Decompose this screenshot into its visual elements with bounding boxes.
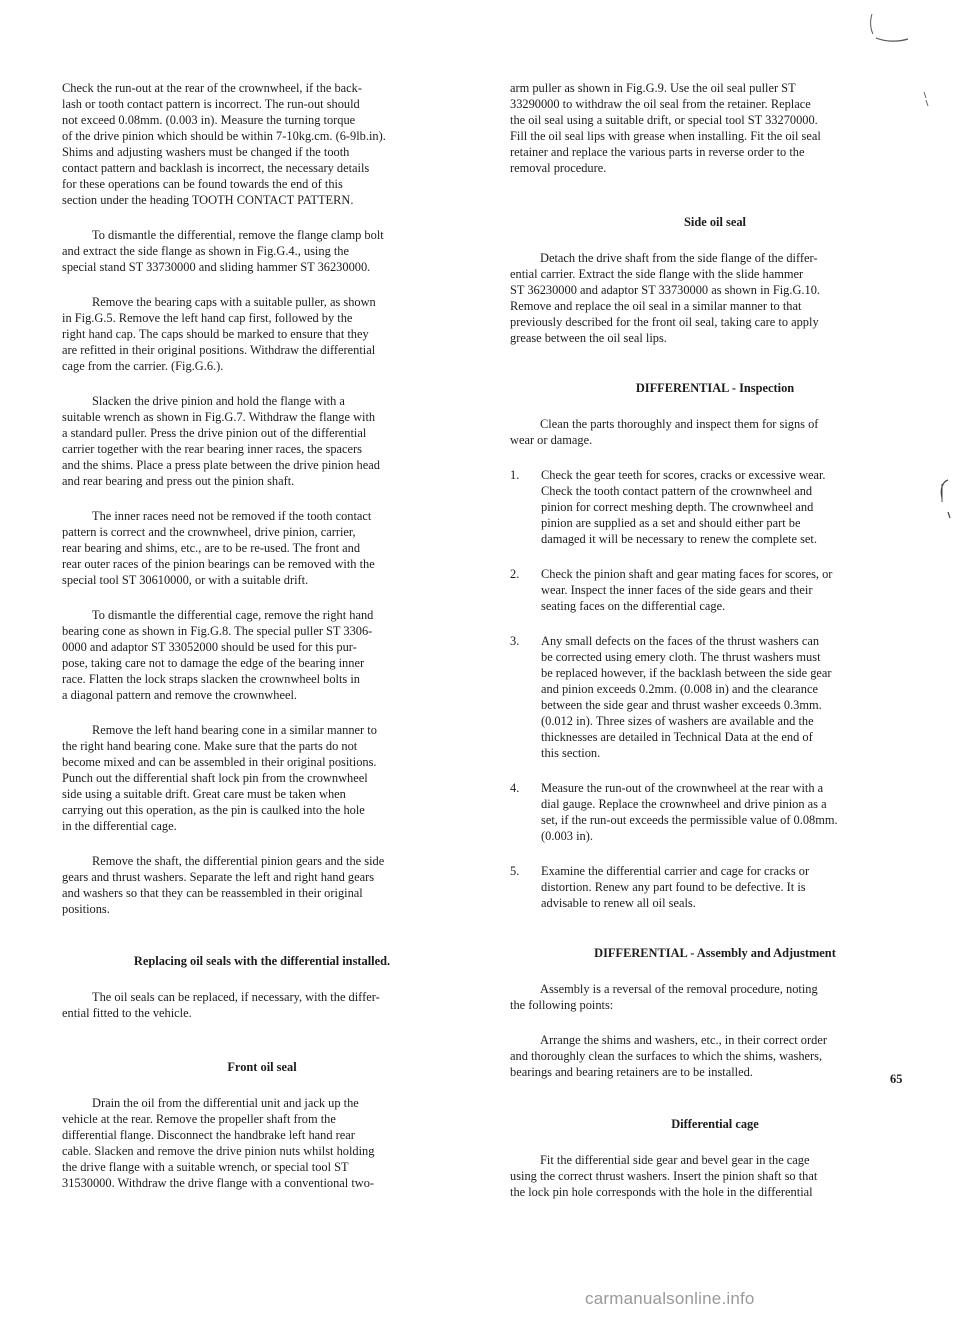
left-column — [62, 80, 462, 1210]
paragraph-arrange-shims: Arrange the shims and washers, etc., in their correct order and thoroughly clean the surfaces to which the shims, washers, bearings and bearing retainers are to be installed. — [510, 1033, 827, 1079]
heading-differential-assembly: DIFFERENTIAL - Assembly and Adjustment — [594, 946, 836, 960]
paragraph-drive-pinion: Slacken the drive pinion and hold the flange with a suitable wrench as shown in Fig.G.7. Withdraw the flange with a standard puller. Press the drive pinion out of the differential carrier together with the rear bearing inner races, the spacers and the shims. Place a press plate between the drive pinion head and rear bearing and press out the pinion shaft. — [62, 394, 380, 488]
paragraph-inner-races: The inner races need not be removed if the tooth contact pattern is correct and the crownwheel, drive pinion, carrier, rear bearing and shims, etc., are to be re-used. The front and rear outer races of the pinion bearings can be removed with the special tool ST 30610000, or with a suitable drift. — [62, 509, 375, 587]
list-item-number: 2. — [510, 567, 520, 581]
heading-replacing-oil-seals: Replacing oil seals with the differential installed. — [133, 954, 391, 968]
paragraph-dismantle-cage: To dismantle the differential cage, remove the right hand bearing cone as shown in Fig.G.8. The special puller ST 3306- 0000 and adaptor ST 33052000 should be used for this pur- pose, taking care not to damage the edge of the bearing inner race. Flatten the lock straps slacken the crownwheel bolts in a diagonal pattern and remove the crownwheel. — [62, 608, 374, 702]
paragraph-side-oil-seal: Detach the drive shaft from the side flange of the differ- ential carrier. Extract the side flange with the slide hammer ST 36230000 and adaptor ST 33730000 as shown in Fig.G.10. Remove and replace the oil seal in a similar manner to that previously described for the front oil seal, taking care to apply grease between the oil seal lips. — [510, 251, 820, 345]
heading-front-oil-seal: Front oil seal — [227, 1060, 297, 1074]
list-item-number: 4. — [510, 781, 520, 795]
paragraph-differential-cage: Fit the differential side gear and bevel gear in the cage using the correct thrust washers. Insert the pinion shaft so that the lock pin hole corresponds with the hole in the differential — [510, 1153, 818, 1199]
paragraph-left-bearing-cone: Remove the left hand bearing cone in a similar manner to the right hand bearing cone. Make sure that the parts do not become mixed and can be assembled in their original positions. Punch out the differential shaft lock pin from the crownwheel side using a suitable drift. Great care must be taken when carrying out this operation, as the pin is caulked into the hole in the differential cage. — [62, 723, 377, 833]
list-item-number: 3. — [510, 634, 520, 648]
list-item — [510, 863, 920, 911]
list-item-number: 5. — [510, 864, 520, 878]
page-number: 65 — [890, 1072, 903, 1086]
paragraph-assembly-intro: Assembly is a reversal of the removal procedure, noting the following points: — [510, 982, 818, 1012]
list-item-number: 1. — [510, 468, 520, 482]
scan-mark-right-margin — [936, 478, 956, 528]
list-item-text: Check the gear teeth for scores, cracks or excessive wear. Check the tooth contact pattern of the crownwheel and pinion for correct meshing depth. The crownwheel and pinion are supplied as a set and should either part be damaged it will be necessary to renew the complete set. — [541, 468, 826, 546]
list-item-text: Check the pinion shaft and gear mating faces for scores, or wear. Inspect the inner faces of the side gears and their seating faces on the differential cage. — [541, 567, 833, 613]
paragraph-front-oil-seal: Drain the oil from the differential unit and jack up the vehicle at the rear. Remove the propeller shaft from the differential flange. Disconnect the handbrake left hand rear cable. Slacken and remove the drive pinion nuts whilst holding the drive flange with a suitable wrench, or special tool ST 31530000. Withdraw the drive flange with a conventional two- — [62, 1096, 375, 1190]
list-item — [510, 780, 920, 844]
paragraph-arm-puller: arm puller as shown in Fig.G.9. Use the oil seal puller ST 33290000 to withdraw the oil seal from the retainer. Replace the oil seal using a suitable drift, or special tool ST 33270000. Fill the oil seal lips with grease when installing. Fit the oil seal retainer and replace the various parts in reverse order to the removal procedure. — [510, 81, 821, 175]
list-item — [510, 633, 920, 761]
watermark: carmanualsonline.info — [585, 1289, 755, 1308]
paragraph-remove-shaft: Remove the shaft, the differential pinion gears and the side gears and thrust washers. Separate the left and right hand gears and washers so that they can be reassembled in their original positions. — [62, 854, 385, 916]
paragraph-dismantle-differential: To dismantle the differential, remove the flange clamp bolt and extract the side flange as shown in Fig.G.4., using the special stand ST 33730000 and sliding hammer ST 36230000. — [62, 228, 384, 274]
paragraph-runout: Check the run-out at the rear of the crownwheel, if the back- lash or tooth contact pattern is incorrect. The run-out should not exceed 0.08mm. (0.003 in). Measure the turning torque of the drive pinion which should be within 7-10kg.cm. (6-9lb.in). Shims and adjusting washers must be changed if the tooth contact pattern and backlash is incorrect, the necessary details for these operations can be found towards the end of this section under the heading TOOTH CONTACT PATTERN. — [62, 81, 386, 207]
paragraph-inspection-intro: Clean the parts thoroughly and inspect them for signs of wear or damage. — [510, 417, 819, 447]
list-item — [510, 566, 920, 614]
heading-differential-inspection: DIFFERENTIAL - Inspection — [635, 381, 795, 395]
paragraph-replacing-oil-seals: The oil seals can be replaced, if necessary, with the differ- ential fitted to the vehicle. — [62, 990, 380, 1020]
right-column — [510, 80, 920, 1219]
heading-side-oil-seal: Side oil seal — [684, 215, 746, 229]
list-item — [510, 467, 920, 547]
paragraph-bearing-caps: Remove the bearing caps with a suitable puller, as shown in Fig.G.5. Remove the left hand cap first, followed by the right hand cap. The caps should be marked to ensure that they are refitted in their original positions. Withdraw the differential cage from the carrier. (Fig.G.6.). — [62, 295, 376, 373]
list-item-text: Examine the differential carrier and cage for cracks or distortion. Renew any part found to be defective. It is advisable to renew all oil seals. — [541, 864, 810, 910]
heading-differential-cage: Differential cage — [671, 1117, 759, 1131]
list-item-text: Any small defects on the faces of the thrust washers can be corrected using emery cloth. The thrust washers must be replaced however, if the backlash between the side gear and pinion exceeds 0.2mm. (0.008 in) and the clearance between the side gear and thrust washer exceeds 0.3mm. (0.012 in). Three sizes of washers are available and the thicknesses are detailed in Technical Data at the end of this section. — [541, 634, 832, 760]
list-item-text: Measure the run-out of the crownwheel at the rear with a dial gauge. Replace the crownwheel and drive pinion as a set, if the run-out exceeds the permissible value of 0.08mm. (0.003 in). — [541, 781, 838, 843]
